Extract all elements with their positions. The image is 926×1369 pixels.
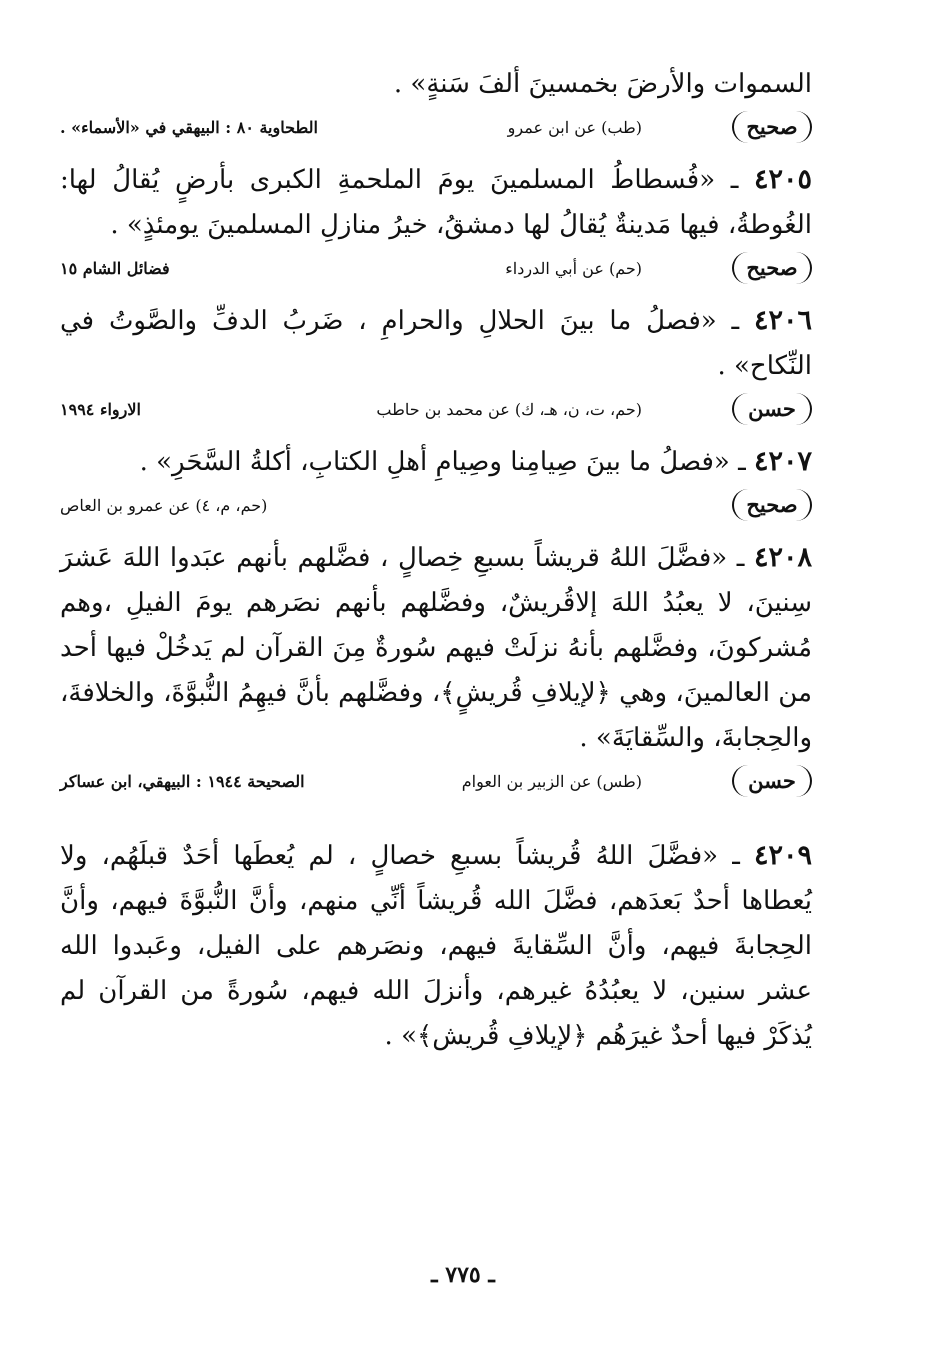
hadith-number: ٤٢٠٧: [753, 446, 812, 477]
hadith-text: ٤٢٠٧ ـ «فصلُ ما بينَ صِيامِنا وصِيامِ أهلِ الكتابِ، أكلةُ السَّحَرِ» .: [139, 446, 812, 477]
hadith-number: ٤٢٠٨: [754, 542, 813, 573]
source-line: [60, 109, 812, 153]
hadith-number: ٤٢٠٥: [753, 164, 812, 195]
hadith-text: ٤٢٠٥ ـ «فُسطاطُ المسلمينَ يومَ الملحمةِ الكبرى بأرضٍ يُقالُ لها: الغُوطةُ، فيها مَدينةٌ يُقالُ لها دمشقُ، خيرُ منازلِ المسلمينَ يومئذٍ» .: [60, 164, 812, 240]
hadith-text: ٤٢٠٩ ـ «فضَّلَ اللهُ قُريشاً بسبعِ خصالٍ ، لم يُعطَها أحَدٌ قبلَهُم، ولا يُعطاها أحدٌ بَعدَهم، فضَّلَ الله قُريشاً أنِّي منهم، وأنَّ النُّبوَّةَ فيهم، وأنَّ الحِجابةَ فيهم، وأنَّ السِّقايةَ فيهم، ونصَرهم على الفيل، وعَبدوا الله عشر سنين، لا يعبُدُهُ غيرهم، وأنزلَ الله فيهم، سُورةً من القرآن لم يُذكَرْ فيها أحدٌ غيرَهُم ﴿لإيلافِ قُريش﴾» .: [60, 840, 812, 1051]
hadith-number: ٤٢٠٦: [754, 305, 813, 336]
grade-label: حسن: [732, 393, 812, 425]
source-line: [60, 250, 812, 294]
hadith-text: ٤٢٠٦ ـ «فصلُ ما بينَ الحلالِ والحرامِ ، ضَربُ الدفِّ والصَّوتُ في النِّكاح» .: [60, 305, 813, 381]
reference: الارواء ١٩٩٤: [60, 400, 141, 419]
grade-label: صحيح: [732, 489, 812, 521]
grade-label: صحيح: [732, 111, 812, 143]
narrators: (حم) عن أبي الدرداء: [505, 259, 642, 278]
hadith-text: ٤٢٠٨ ـ «فضَّلَ اللهُ قريشاً بسبعِ خِصالٍ ، فضَّلهم بأنهم عبَدوا اللهَ عَشرَ سِنينَ، لا يعبُدُ اللهَ إلاقُريشٌ، وفضَّلهم بأنهم نصَرهم يومَ الفيلِ ،وهم مُشركونَ، وفضَّلهم بأنهُ نزلَتْ فيهم سُورةٌ مِنَ القرآن لم يَدخُلْ فيها أحد من العالمينَ، وهي ﴿لإيلافِ قُريشٍ﴾، وفضَّلهم بأنَّ فيهِمُ النُّبوَّةَ، والخلافةَ، والحِجابةَ، والسِّقايَةَ» .: [60, 542, 813, 753]
reference: الطحاوية ٨٠ : البيهقي في «الأسماء» .: [60, 118, 318, 137]
reference: فضائل الشام ١٥: [60, 259, 170, 278]
reference: الصحيحة ١٩٤٤ : البيهقي، ابن عساكر: [60, 772, 305, 791]
narrators: (طس) عن الزبير بن العوام: [461, 772, 642, 791]
grade-label: حسن: [732, 765, 812, 797]
hadith-text: السموات والأرضَ بخمسينَ ألفَ سَنةٍ» .: [393, 69, 812, 99]
narrators: (حم، ت، ن، هـ، ك) عن محمد بن حاطب: [376, 400, 642, 419]
source-line: [60, 763, 812, 807]
source-line: [60, 487, 812, 531]
grade-label: صحيح: [732, 252, 812, 284]
spacer: [60, 811, 812, 833]
hadith-number: ٤٢٠٩: [753, 840, 812, 871]
source-line: [60, 391, 812, 435]
narrators: (حم، م، ٤) عن عمرو بن العاص: [60, 496, 268, 515]
narrators: (طب) عن ابن عمرو: [507, 118, 642, 137]
page-number: ـ ٧٧٥ ـ: [431, 1262, 495, 1288]
page-body: [60, 62, 812, 1059]
